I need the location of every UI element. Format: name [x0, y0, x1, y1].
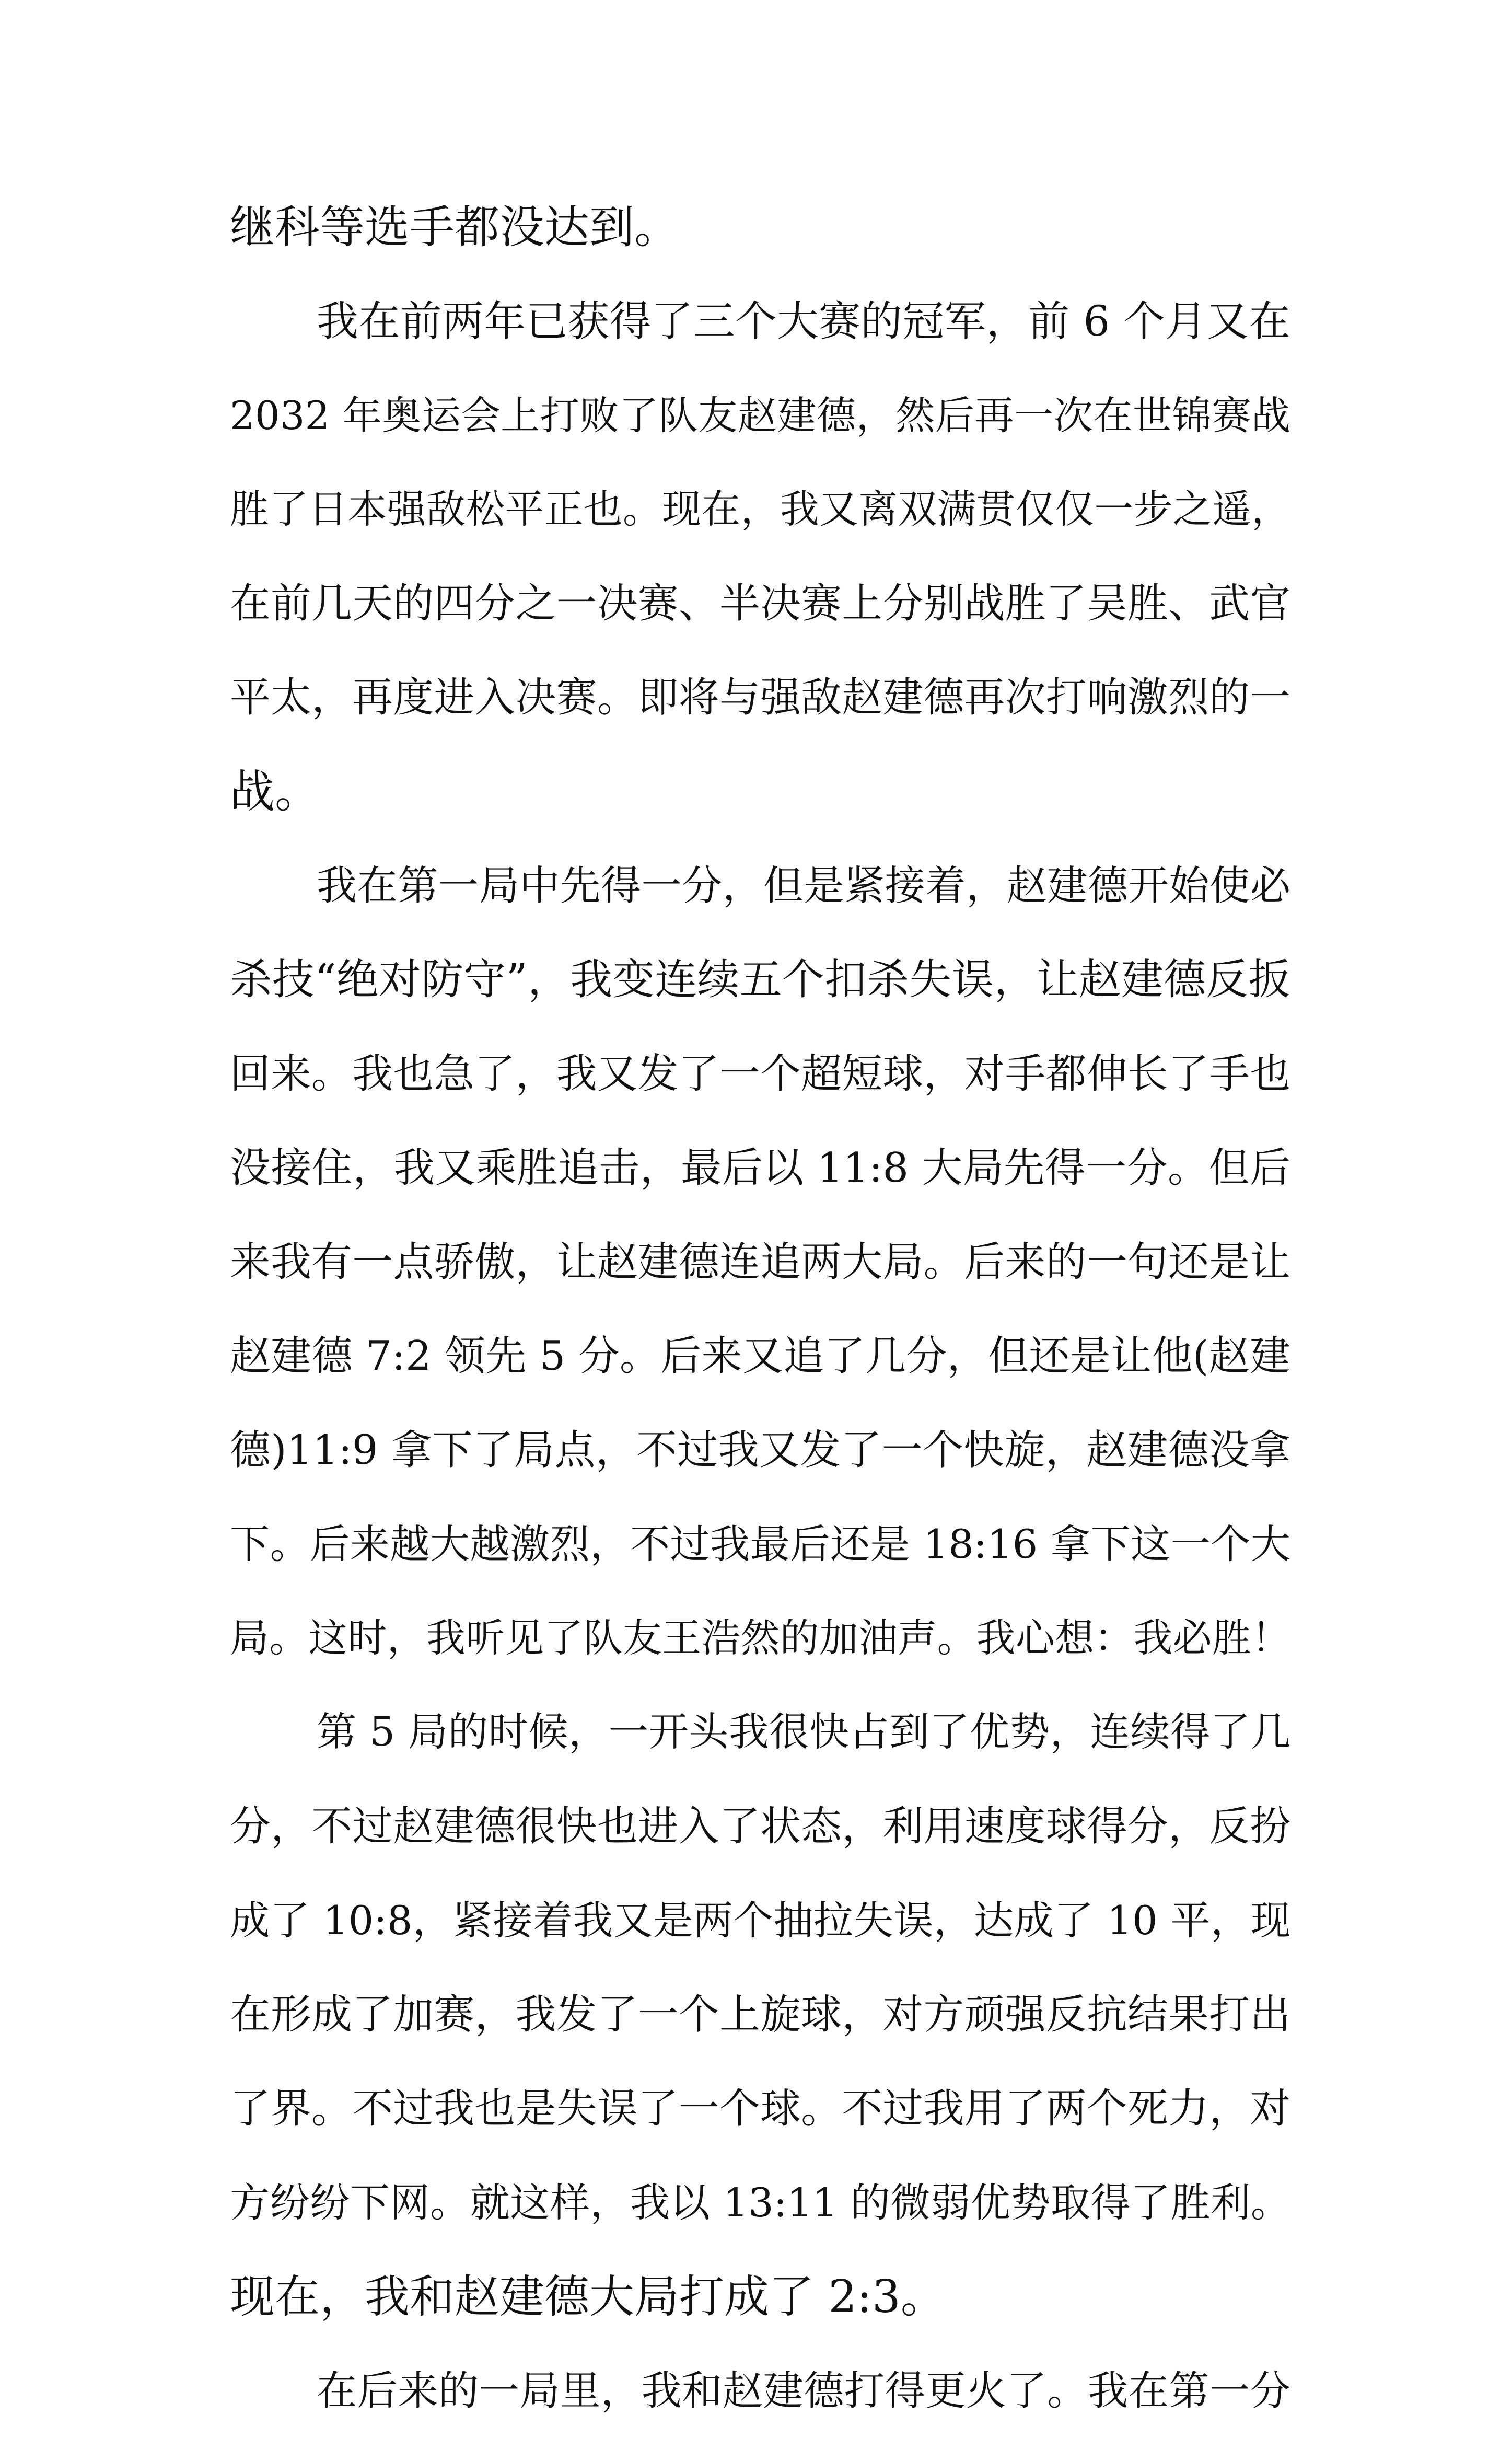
text-line: 在后来的一局里，我和赵建德打得更火了。我在第一分	[317, 2367, 1290, 2414]
text-line: 了界。不过我也是失误了一个球。不过我用了两个死力，对	[230, 2085, 1290, 2132]
text-line: 我在第一局中先得一分，但是紧接着，赵建德开始使必	[317, 862, 1290, 909]
text-line: 平太，再度进入决赛。即将与强敌赵建德再次打响激烈的一	[230, 674, 1290, 721]
text-line: 回来。我也急了，我又发了一个超短球，对手都伸长了手也	[230, 1050, 1290, 1097]
text-line: 在前几天的四分之一决赛、半决赛上分别战胜了吴胜、武官	[230, 580, 1290, 627]
text-line: 没接住，我又乘胜追击，最后以 11:8 大局先得一分。但后	[230, 1145, 1290, 1192]
text-line: 局。这时，我听见了队友王浩然的加油声。我心想：我必胜！	[230, 1615, 1290, 1661]
text-line: 分，不过赵建德很快也进入了状态，利用速度球得分，反扮	[230, 1803, 1290, 1850]
text-line: 现在，我和赵建德大局打成了 2:3。	[230, 2271, 946, 2323]
text-line: 在形成了加赛，我发了一个上旋球，对方顽强反抗结果打出	[230, 1991, 1290, 2038]
text-line: 战。	[230, 766, 320, 818]
text-line: 继科等选手都没达到。	[230, 201, 679, 253]
text-line: 赵建德 7:2 领先 5 分。后来又追了几分，但还是让他(赵建	[230, 1333, 1290, 1380]
text-line: 胜了日本强敌松平正也。现在，我又离双满贯仅仅一步之遥，	[230, 487, 1290, 532]
text-line: 成了 10:8，紧接着我又是两个抽拉失误，达成了 10 平，现	[230, 1897, 1290, 1944]
text-line: 方纷纷下网。就这样，我以 13:11 的微弱优势取得了胜利。	[230, 2179, 1290, 2226]
text-line: 2032 年奥运会上打败了队友赵建德，然后再一次在世锦赛战	[230, 392, 1290, 438]
text-line: 我在前两年已获得了三个大赛的冠军，前 6 个月又在	[317, 297, 1290, 345]
text-line: 来我有一点骄傲，让赵建德连追两大局。后来的一句还是让	[230, 1239, 1290, 1286]
text-line: 德)11:9 拿下了局点，不过我又发了一个快旋，赵建德没拿	[230, 1427, 1290, 1474]
text-line: 第 5 局的时候，一开头我很快占到了优势，连续得了几	[317, 1709, 1290, 1755]
text-line: 杀技“绝对防守”，我变连续五个扣杀失误，让赵建德反扳	[230, 955, 1290, 1004]
text-line: 下。后来越大越激烈，不过我最后还是 18:16 拿下这一个大	[230, 1521, 1290, 1567]
document-body	[230, 180, 1290, 2438]
